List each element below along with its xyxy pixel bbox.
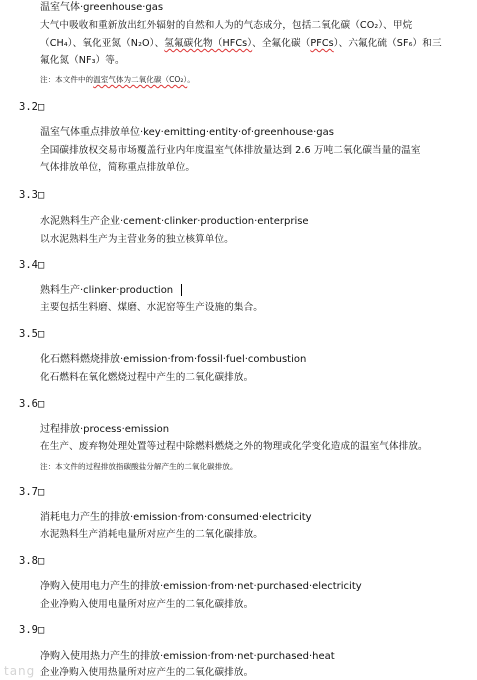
watermark: tang bbox=[4, 664, 36, 678]
section-number-3-7 bbox=[19, 485, 44, 499]
section-number: 3.7 bbox=[19, 486, 38, 498]
term-process-emission: 过程排放·process·emission bbox=[40, 424, 170, 435]
note-greenhouse-gas bbox=[40, 73, 195, 87]
section-number: 3.2 bbox=[19, 101, 38, 113]
paragraph-marker-icon: □ bbox=[37, 259, 45, 271]
paragraph-marker-icon: □ bbox=[37, 398, 45, 410]
paragraph-marker-icon: □ bbox=[37, 189, 45, 201]
term-key-emitting-entity: 温室气体重点排放单位·key·emitting·entity·of·greenhouse·gas bbox=[40, 127, 334, 138]
section-number-3-3 bbox=[19, 188, 44, 202]
spellcheck-flagged-text: 温室气体为二氧化碳（CO₂） bbox=[93, 75, 188, 84]
spellcheck-flagged-text: PFCs bbox=[310, 38, 334, 49]
definition-net-purchased-electricity: 企业净购入使用电量所对应产生的二氧化碳排放。 bbox=[40, 599, 254, 610]
paragraph-marker-icon: □ bbox=[37, 486, 45, 498]
paragraph-marker-icon: □ bbox=[37, 555, 45, 567]
term-net-purchased-electricity: 净购入使用电力产生的排放·emission·from·net·purchased·electricity bbox=[40, 581, 362, 592]
note-text: 。 bbox=[187, 75, 195, 84]
definition-process-emission: 在生产、废弃物处理处置等过程中除燃料燃烧之外的物理或化学变化造成的温室气体排放。 bbox=[40, 441, 428, 452]
definition-fossil-fuel-combustion: 化石燃料在氧化燃烧过程中产生的二氧化碳排放。 bbox=[40, 372, 254, 383]
definition-key-emitting-entity-line-2: 气体排放单位，简称重点排放单位。 bbox=[40, 162, 196, 173]
definition-greenhouse-gas-line-3: 氟化氮（NF₃）等。 bbox=[40, 55, 125, 66]
term-net-purchased-heat: 净购入使用热力产生的排放·emission·from·net·purchased·heat bbox=[40, 651, 335, 662]
definition-text: 、全氟化碳（ bbox=[252, 38, 311, 49]
section-number-3-9 bbox=[19, 623, 44, 637]
term-clinker-production: 熟料生产·clinker·production bbox=[40, 285, 174, 296]
paragraph-marker-icon: □ bbox=[37, 328, 45, 340]
section-number-3-2 bbox=[19, 100, 44, 114]
section-number-3-5 bbox=[19, 327, 44, 341]
definition-consumed-electricity: 水泥熟料生产消耗电量所对应产生的二氧化碳排放。 bbox=[40, 529, 263, 540]
section-number: 3.8 bbox=[19, 555, 38, 567]
text-cursor bbox=[181, 284, 182, 296]
term-greenhouse-gas: 温室气体·greenhouse·gas bbox=[40, 2, 164, 13]
paragraph-marker-icon: □ bbox=[37, 624, 45, 636]
section-number: 3.4 bbox=[19, 259, 38, 271]
section-number: 3.5 bbox=[19, 328, 38, 340]
term-fossil-fuel-combustion: 化石燃料燃烧排放·emission·from·fossil·fuel·combustion bbox=[40, 354, 307, 365]
definition-key-emitting-entity-line-1: 全国碳排放权交易市场覆盖行业内年度温室气体排放量达到 2.6 万吨二氧化碳当量的温室 bbox=[40, 145, 421, 156]
definition-clinker-production: 主要包括生料磨、煤磨、水泥窑等生产设施的集合。 bbox=[40, 302, 263, 313]
section-number: 3.9 bbox=[19, 624, 38, 636]
definition-text: （CH₄）、氧化亚氮（N₂O）、 bbox=[40, 38, 165, 49]
definition-cement-clinker-enterprise: 以水泥熟料生产为主营业务的独立核算单位。 bbox=[40, 234, 234, 245]
section-number-3-6 bbox=[19, 397, 44, 411]
term-consumed-electricity: 消耗电力产生的排放·emission·from·consumed·electricity bbox=[40, 512, 312, 523]
definition-greenhouse-gas-line-2 bbox=[40, 37, 442, 51]
paragraph-marker-icon: □ bbox=[37, 101, 45, 113]
section-number-3-8 bbox=[19, 554, 44, 568]
definition-greenhouse-gas-line-1: 大气中吸收和重新放出红外辐射的自然和人为的气态成分，包括二氧化碳（CO₂）、甲烷 bbox=[40, 20, 413, 31]
term-cement-clinker-enterprise: 水泥熟料生产企业·cement·clinker·production·enterprise bbox=[40, 216, 309, 227]
section-number: 3.6 bbox=[19, 398, 38, 410]
note-text: 注：本文件中的 bbox=[40, 75, 94, 84]
section-number: 3.3 bbox=[19, 189, 38, 201]
section-number-3-4 bbox=[19, 258, 44, 272]
definition-net-purchased-heat: 企业净购入使用热量所对应产生的二氧化碳排放。 bbox=[40, 667, 254, 678]
spellcheck-flagged-text: 氢氟碳化物（HFCs） bbox=[164, 38, 253, 49]
note-process-emission: 注：本文件的过程排放指碳酸盐分解产生的二氧化碳排放。 bbox=[40, 462, 238, 471]
definition-text: ）、六氟化硫（SF₆）和三 bbox=[333, 38, 442, 49]
